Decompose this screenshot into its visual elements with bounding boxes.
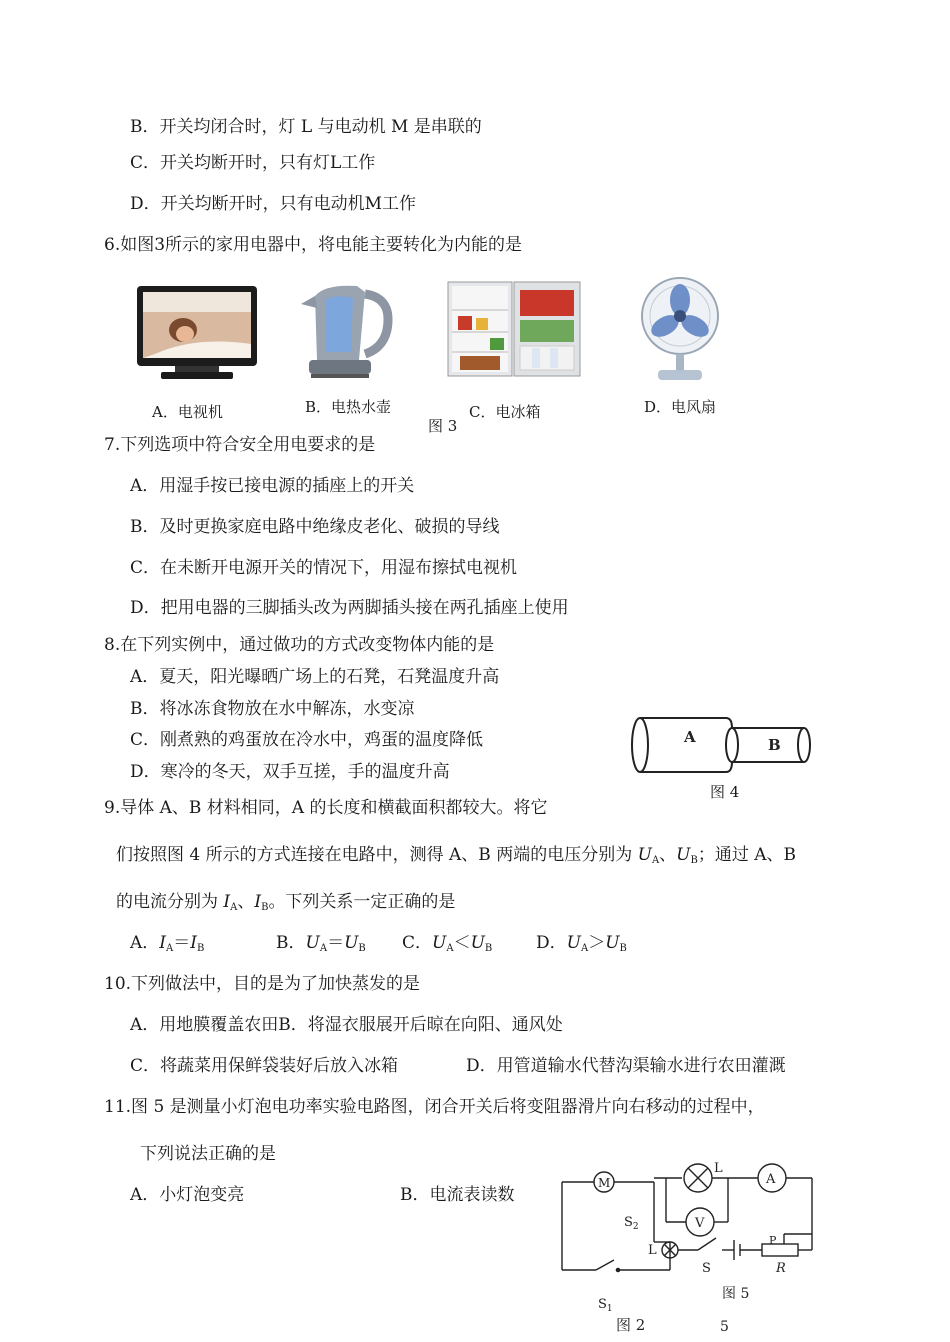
q7-option-c: C．在未断开电源开关的情况下，用湿布擦拭电视机 [130, 558, 518, 578]
fig4-label: 图 4 [710, 783, 740, 801]
q9-line-1: 9.导体 A、B 材料相同，A 的长度和横截面积都较大。将它 [104, 798, 548, 818]
q9-line-3: 的电流分别为 $I_A$、$I_B$。下列关系一定正确的是 [116, 892, 456, 913]
fig3-label: 图 3 [428, 417, 458, 435]
voltmeter-label: V [695, 1216, 705, 1231]
q8-stem: 8.在下列实例中，通过做功的方式改变物体内能的是 [104, 635, 495, 655]
q8-option-b: B．将冰冻食物放在水中解冻，水变凉 [130, 699, 415, 719]
q11-stem-line-1: 11.图 5 是测量小灯泡电功率实验电路图，闭合开关后将变阻器滑片向右移动的过程中， [104, 1097, 765, 1117]
s1-label: $S_1$ [598, 1297, 613, 1314]
q11-option-a: A．小灯泡变亮 [130, 1185, 245, 1205]
q5-option-b: B．开关均闭合时，灯 L 与电动机 M 是串联的 [130, 117, 482, 137]
fig4-conductors-diagram [628, 712, 818, 780]
fig2-label: 图 2 [616, 1316, 646, 1334]
kettle-image [295, 278, 403, 380]
fan-image [632, 276, 728, 386]
circuit-diagrams [540, 1150, 840, 1342]
q7-stem: 7.下列选项中符合安全用电要求的是 [104, 435, 376, 455]
q8-option-d: D．寒冷的冬天，双手互搓，手的温度升高 [130, 762, 450, 782]
q8-option-a: A．夏天，阳光曝晒广场上的石凳，石凳温度升高 [130, 667, 500, 687]
fig4-label-b: B [768, 736, 781, 754]
lamp-label: L [714, 1161, 723, 1176]
q5-option-c: C．开关均断开时，只有灯L工作 [130, 153, 376, 173]
q6-caption-d: D．电风扇 [644, 398, 717, 416]
q9-option-a: A．$I_A=I_B$ [130, 933, 205, 954]
s2-label: $S_2$ [624, 1215, 639, 1232]
refrigerator-image [446, 280, 582, 378]
tv-image [135, 284, 259, 382]
q7-option-a: A．用湿手按已接电源的插座上的开关 [130, 476, 415, 496]
q10-option-c: C．将蔬菜用保鲜袋装好后放入冰箱 [130, 1056, 399, 1076]
q5-option-d: D．开关均断开时，只有电动机M工作 [130, 194, 417, 214]
q6-caption-b: B．电热水壶 [305, 398, 392, 416]
q8-option-c: C．刚煮熟的鸡蛋放在冷水中，鸡蛋的温度降低 [130, 730, 484, 750]
q6-caption-a: A．电视机 [152, 403, 223, 421]
motor-label: M [598, 1176, 611, 1190]
q9-line-2: 们按照图 4 所示的方式连接在电路中，测得 A、B 两端的电压分别为 $U_A$、$U_B$；通过 A、B [116, 845, 797, 866]
q10-options-ab: A．用地膜覆盖农田B．将湿衣服展开后晾在向阳、通风处 [130, 1015, 563, 1035]
ammeter-label: A [766, 1172, 776, 1187]
q6-stem: 6.如图3所示的家用电器中，将电能主要转化为内能的是 [104, 235, 523, 255]
q10-option-d: D．用管道输水代替沟渠输水进行农田灌溉 [466, 1056, 786, 1076]
q7-option-d: D．把用电器的三脚插头改为两脚插头接在两孔插座上使用 [130, 598, 569, 618]
rheostat-label: R [776, 1261, 786, 1276]
q9-option-b: B．$U_A=U_B$ [276, 933, 366, 954]
s-label: S [702, 1261, 711, 1276]
fig4-label-a: A [684, 728, 696, 746]
q11-stem-line-2: 下列说法正确的是 [140, 1144, 276, 1164]
q10-stem: 10.下列做法中，目的是为了加快蒸发的是 [104, 974, 421, 994]
fig5-label: 图 5 [722, 1286, 750, 1302]
slider-p-label: P [769, 1234, 777, 1247]
q9-option-d: D．$U_A>U_B$ [536, 933, 627, 954]
q9-option-c: C．$U_A<U_B$ [402, 933, 493, 954]
q6-caption-c: C．电冰箱 [469, 403, 541, 421]
lamp2-label: L [648, 1243, 657, 1258]
q11-option-b: B．电流表读数 [400, 1185, 515, 1205]
page-number: 5 [720, 1319, 729, 1335]
q7-option-b: B．及时更换家庭电路中绝缘皮老化、破损的导线 [130, 517, 500, 537]
